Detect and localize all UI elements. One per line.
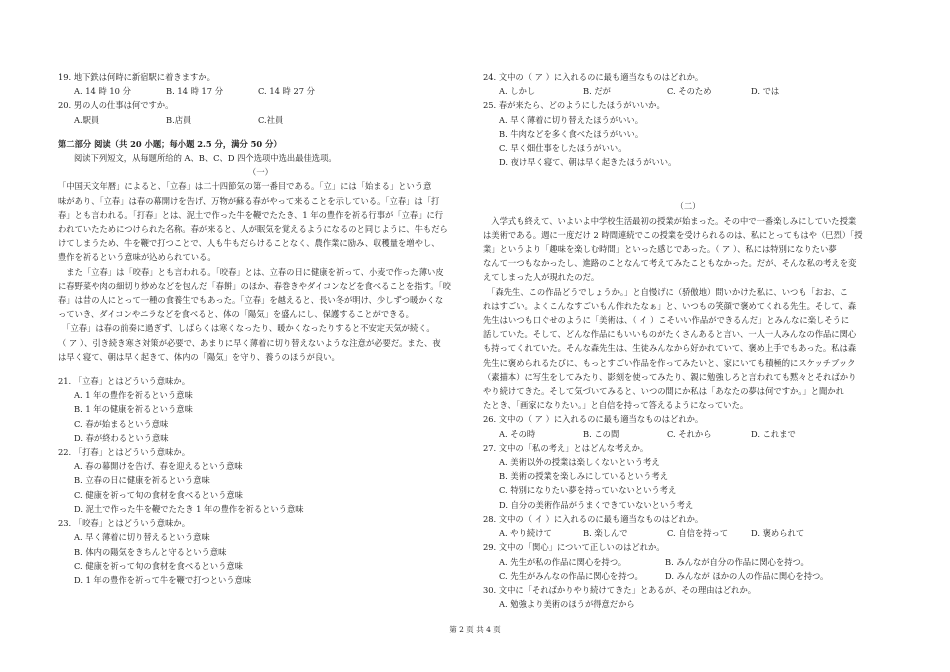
passage-line: 業」というより「趣味を楽しむ時間」といった感じであった。（ ア ）、私には特別になりたい夢 xyxy=(483,244,837,255)
option-c: C. 健康を祈って旬の食材を食べるという意味 xyxy=(74,489,243,500)
question-30: 30. 文中に「そればかりやり続けてきた」とあるが、その理由はどれか。 xyxy=(483,584,757,595)
option-a: A. 早く薄着に切り替えたほうがいい。 xyxy=(499,114,644,125)
option-a: A. 勉強より美術のほうが得意だから xyxy=(499,599,635,610)
passage-line: っていき、ダイコンやニラなどを食べると、体の「陽気」を盛んにし、保護することができる。 xyxy=(58,309,414,320)
question-19: 19. 地下鉄は何時に新宿駅に着きますか。 xyxy=(58,72,215,82)
q26-options xyxy=(483,427,893,441)
passage-line: やり続けてきた。そして気づいてみると、いつの間にか私は「あなたの夢は何ですか。」と聞かれ xyxy=(483,386,844,397)
option-b: B. だが xyxy=(583,86,611,97)
passage-line: 豊作を祈るという意味が込められている。 xyxy=(58,252,216,263)
passage-line: 「中国天文年暦」によると、「立春」は二十四節気の第一番目である。「立」には「始まる」という意 xyxy=(58,181,432,192)
option-b: B. 立春の日に健康を祈るという意味 xyxy=(74,475,210,486)
option-b: B. 体内の陽気をきちんと守るという意味 xyxy=(74,546,227,557)
option-b: B. みんなが自分の作品に関心を持つ。 xyxy=(665,556,809,567)
option-a: A.駅員 xyxy=(74,114,100,125)
option-c: C. そのため xyxy=(667,86,712,97)
question-26: 26. 文中の（ ア ）に入れるのに最も適当なものはどれか。 xyxy=(483,414,704,425)
option-a: A. 先生が私の作品に関心を持つ。 xyxy=(499,556,627,567)
option-c: C. 春が始まるという意味 xyxy=(74,418,169,429)
option-a: A. しかし xyxy=(499,86,536,97)
option-a: A. やり続けて xyxy=(499,528,552,539)
passage-line: 話していた。そして、どんな作品にもいいものがたくさんあると言い、一人一人みんなの作品に関心 xyxy=(483,329,857,340)
question-21: 21. 「立春」とはどういう意味か。 xyxy=(58,376,190,387)
right-column xyxy=(483,70,893,611)
passage-line: に春野菜や肉の細切り炒めなどを包んだ「春餅」のほか、春巻きやダイコンなどを食べることを指す。「咬 xyxy=(58,280,451,291)
passage-line: けてしまうため、牛を鞭で打つことで、人も牛もだらけることなく、農作業に励み、収穫量を増やし、 xyxy=(58,238,440,249)
option-a: A. 早く薄着に切り替えるという意味 xyxy=(74,532,210,543)
section-title: 第二部分 阅读（共 20 小题；每小题 2.5 分，满分 50 分） xyxy=(58,138,282,149)
q29-options-row1 xyxy=(483,555,893,569)
page-footer: 第 2 页 共 4 页 xyxy=(449,625,501,634)
question-29: 29. 文中の「関心」について正しいのはどれか。 xyxy=(483,542,665,553)
option-d: D. 1 年の豊作を祈って牛を鞭で打つという意味 xyxy=(74,574,252,585)
q24-options xyxy=(483,84,893,98)
option-c: C. 早く畑仕事をしたほうがいい。 xyxy=(499,143,627,154)
passage-line: また「立春」は「咬春」とも言われる。「咬春」とは、立春の日に健康を祈って、小麦で作った薄い皮 xyxy=(58,266,444,277)
passage-2-label: （二） xyxy=(675,201,701,212)
passage-line: われていたためにつけられた名称。春が来ると、人が眠気を覚えるようになるのと同じように、牛もだら xyxy=(58,224,448,235)
option-b: B. 1 年の健康を祈るという意味 xyxy=(74,404,193,415)
option-a: A. 14 時 10 分 xyxy=(74,86,131,97)
option-d: D. 春が終わるという意味 xyxy=(74,432,169,443)
option-d: D. 自分の美術作品がうまくできていないという考え xyxy=(499,499,694,510)
option-b: B. この間 xyxy=(583,428,620,439)
option-c: C.社員 xyxy=(258,114,284,125)
question-23: 23. 「咬春」とはどういう意味か。 xyxy=(58,518,190,529)
option-d: D. これまで xyxy=(751,428,796,439)
passage-line: （素描本）に写生をしてみたり、影刻を使ってみたり、親に勉強しろと言われても黙々とそればかり xyxy=(483,371,857,382)
question-28: 28. 文中の（ イ ）に入れるのに最も適当なものはどれか。 xyxy=(483,513,704,524)
passage-line: （ ア ）、引き続き寒さ対策が必要で、あまりに早く薄着に切り替えないような注意が必要だ。また、夜 xyxy=(58,337,441,348)
option-b: B. 美術の授業を楽しみにしているという考え xyxy=(499,471,669,482)
option-b: B. 牛肉などを多く食べたほうがいい。 xyxy=(499,128,644,139)
option-a: A. 春の幕開けを告げ、春を迎えるという意味 xyxy=(74,461,243,472)
option-c: C. 先生がみんなの作品に関心を持つ。 xyxy=(499,570,643,581)
q29-options-row2 xyxy=(483,569,893,583)
passage-1-label: （一） xyxy=(248,167,273,178)
passage-line: は美術である。週に一度だけ 2 時間連続でこの授業を受けられるのは、私にとってもはや（巳烈）「授 xyxy=(483,229,863,240)
passage-line: 春」とも言われる。「打春」とは、泥土で作った牛を鞭でたたき、1 年の豊作を祈る行事が「立春」に行 xyxy=(58,209,444,220)
question-20: 20. 男の人の仕事は何ですか。 xyxy=(58,100,174,111)
q19-options xyxy=(58,84,463,98)
left-column xyxy=(58,70,463,587)
passage-line: れはすごい。よくこんなすごいもん作れたなぁ」と、いつもの笑顔で褒めてくれる先生。そして、森 xyxy=(483,300,857,311)
option-b: B. 14 時 17 分 xyxy=(166,86,223,97)
passage-line: 「立春」は春の前奏に過ぎず、しばらくは寒くなったり、暖かくなったりすると不安定天気が続く。 xyxy=(58,323,435,334)
passage-line: たとき、「画家になりたい。」と自信を持って答えるようになっていた。 xyxy=(483,400,749,411)
option-d: D. 夜け早く寝て、朝は早く起きたほうがいい。 xyxy=(499,157,677,168)
passage-2 xyxy=(483,214,893,413)
option-d: D. では xyxy=(751,86,780,97)
passage-line: 春」は昔の人にとって一種の食養生でもあった。「立春」を越えると、長い冬が明け、少しずつ暖かくな xyxy=(58,295,444,306)
passage-line: 味があり、「立春」は春の幕開けを告げ、万物が蘇る春がやって来ることを示している。「立春」は「打 xyxy=(58,195,440,206)
question-25: 25. 春が来たら、どのようにしたほうがいいか。 xyxy=(483,100,665,111)
option-a: A. 1 年の豊作を祈るという意味 xyxy=(74,390,193,401)
question-27: 27. 文中の「私の考え」とはどんな考えか。 xyxy=(483,442,649,453)
option-b: B. 楽しんで xyxy=(583,528,628,539)
passage-line: なんて一つもなかったし、進路のことなんて考えてみたこともなかった。だが、そんな私の考えを変 xyxy=(483,258,857,269)
option-a: A. その時 xyxy=(499,428,536,439)
q20-options xyxy=(58,113,463,127)
passage-1 xyxy=(58,179,463,364)
option-d: D. 泥土で作った牛を鞭でたたき 1 年の豊作を祈るという意味 xyxy=(74,503,304,514)
option-d: D. 褒められて xyxy=(751,528,805,539)
option-d: D. みんなが ほかの人の作品に関心を持つ。 xyxy=(665,570,829,581)
option-c: C. 特別になりたい夢を持っていないという考え xyxy=(499,485,677,496)
option-c: C. 自信を持って xyxy=(667,528,729,539)
instruction: 阅读下列短文，从每题所给的 A、B、C、D 四个选项中选出最佳选项。 xyxy=(74,153,337,164)
passage-line: えてしまった人が現れたのだ。 xyxy=(483,272,600,283)
option-c: C. それから xyxy=(667,428,712,439)
option-c: C. 14 時 27 分 xyxy=(258,86,315,97)
question-24: 24. 文中の（ ア ）に入れるのに最も適当なものはどれか。 xyxy=(483,72,704,82)
passage-line: も持ってくれていた。そんな森先生は、生徒みんなから好かれていて、褒め上手でもあった。私は森 xyxy=(483,343,857,354)
passage-line: 「森先生、この作品どうでしょうか。」と自慢げに（骄傲地）問いかけた私に、いつも「おお、こ xyxy=(483,286,849,297)
option-c: C. 健康を祈って旬の食材を食べるという意味 xyxy=(74,560,243,571)
option-b: B.店員 xyxy=(166,114,192,125)
passage-line: 入学式も終えて、いよいよ中学校生活最初の授業が始まった。その中で一番楽しみにしていた授業 xyxy=(483,215,857,226)
q28-options xyxy=(483,526,893,540)
passage-line: 先生に褒められるたびに、もっとすごい作品を作ってみたいと、家にいても積極的にスケッチブック xyxy=(483,357,856,368)
passage-line: は早く寝て、朝は早く起きて、体内の「陽気」を守り、養うのほうが良い。 xyxy=(58,351,340,362)
question-22: 22. 「打春」とはどういう意味か。 xyxy=(58,447,190,458)
passage-line: 先生はいつも口ぐせのように「美術は、（ イ ）こそいい作品ができるんだ」とみんなに楽しそうに xyxy=(483,315,850,326)
option-a: A. 美術以外の授業は楽しくないという考え xyxy=(499,457,660,468)
